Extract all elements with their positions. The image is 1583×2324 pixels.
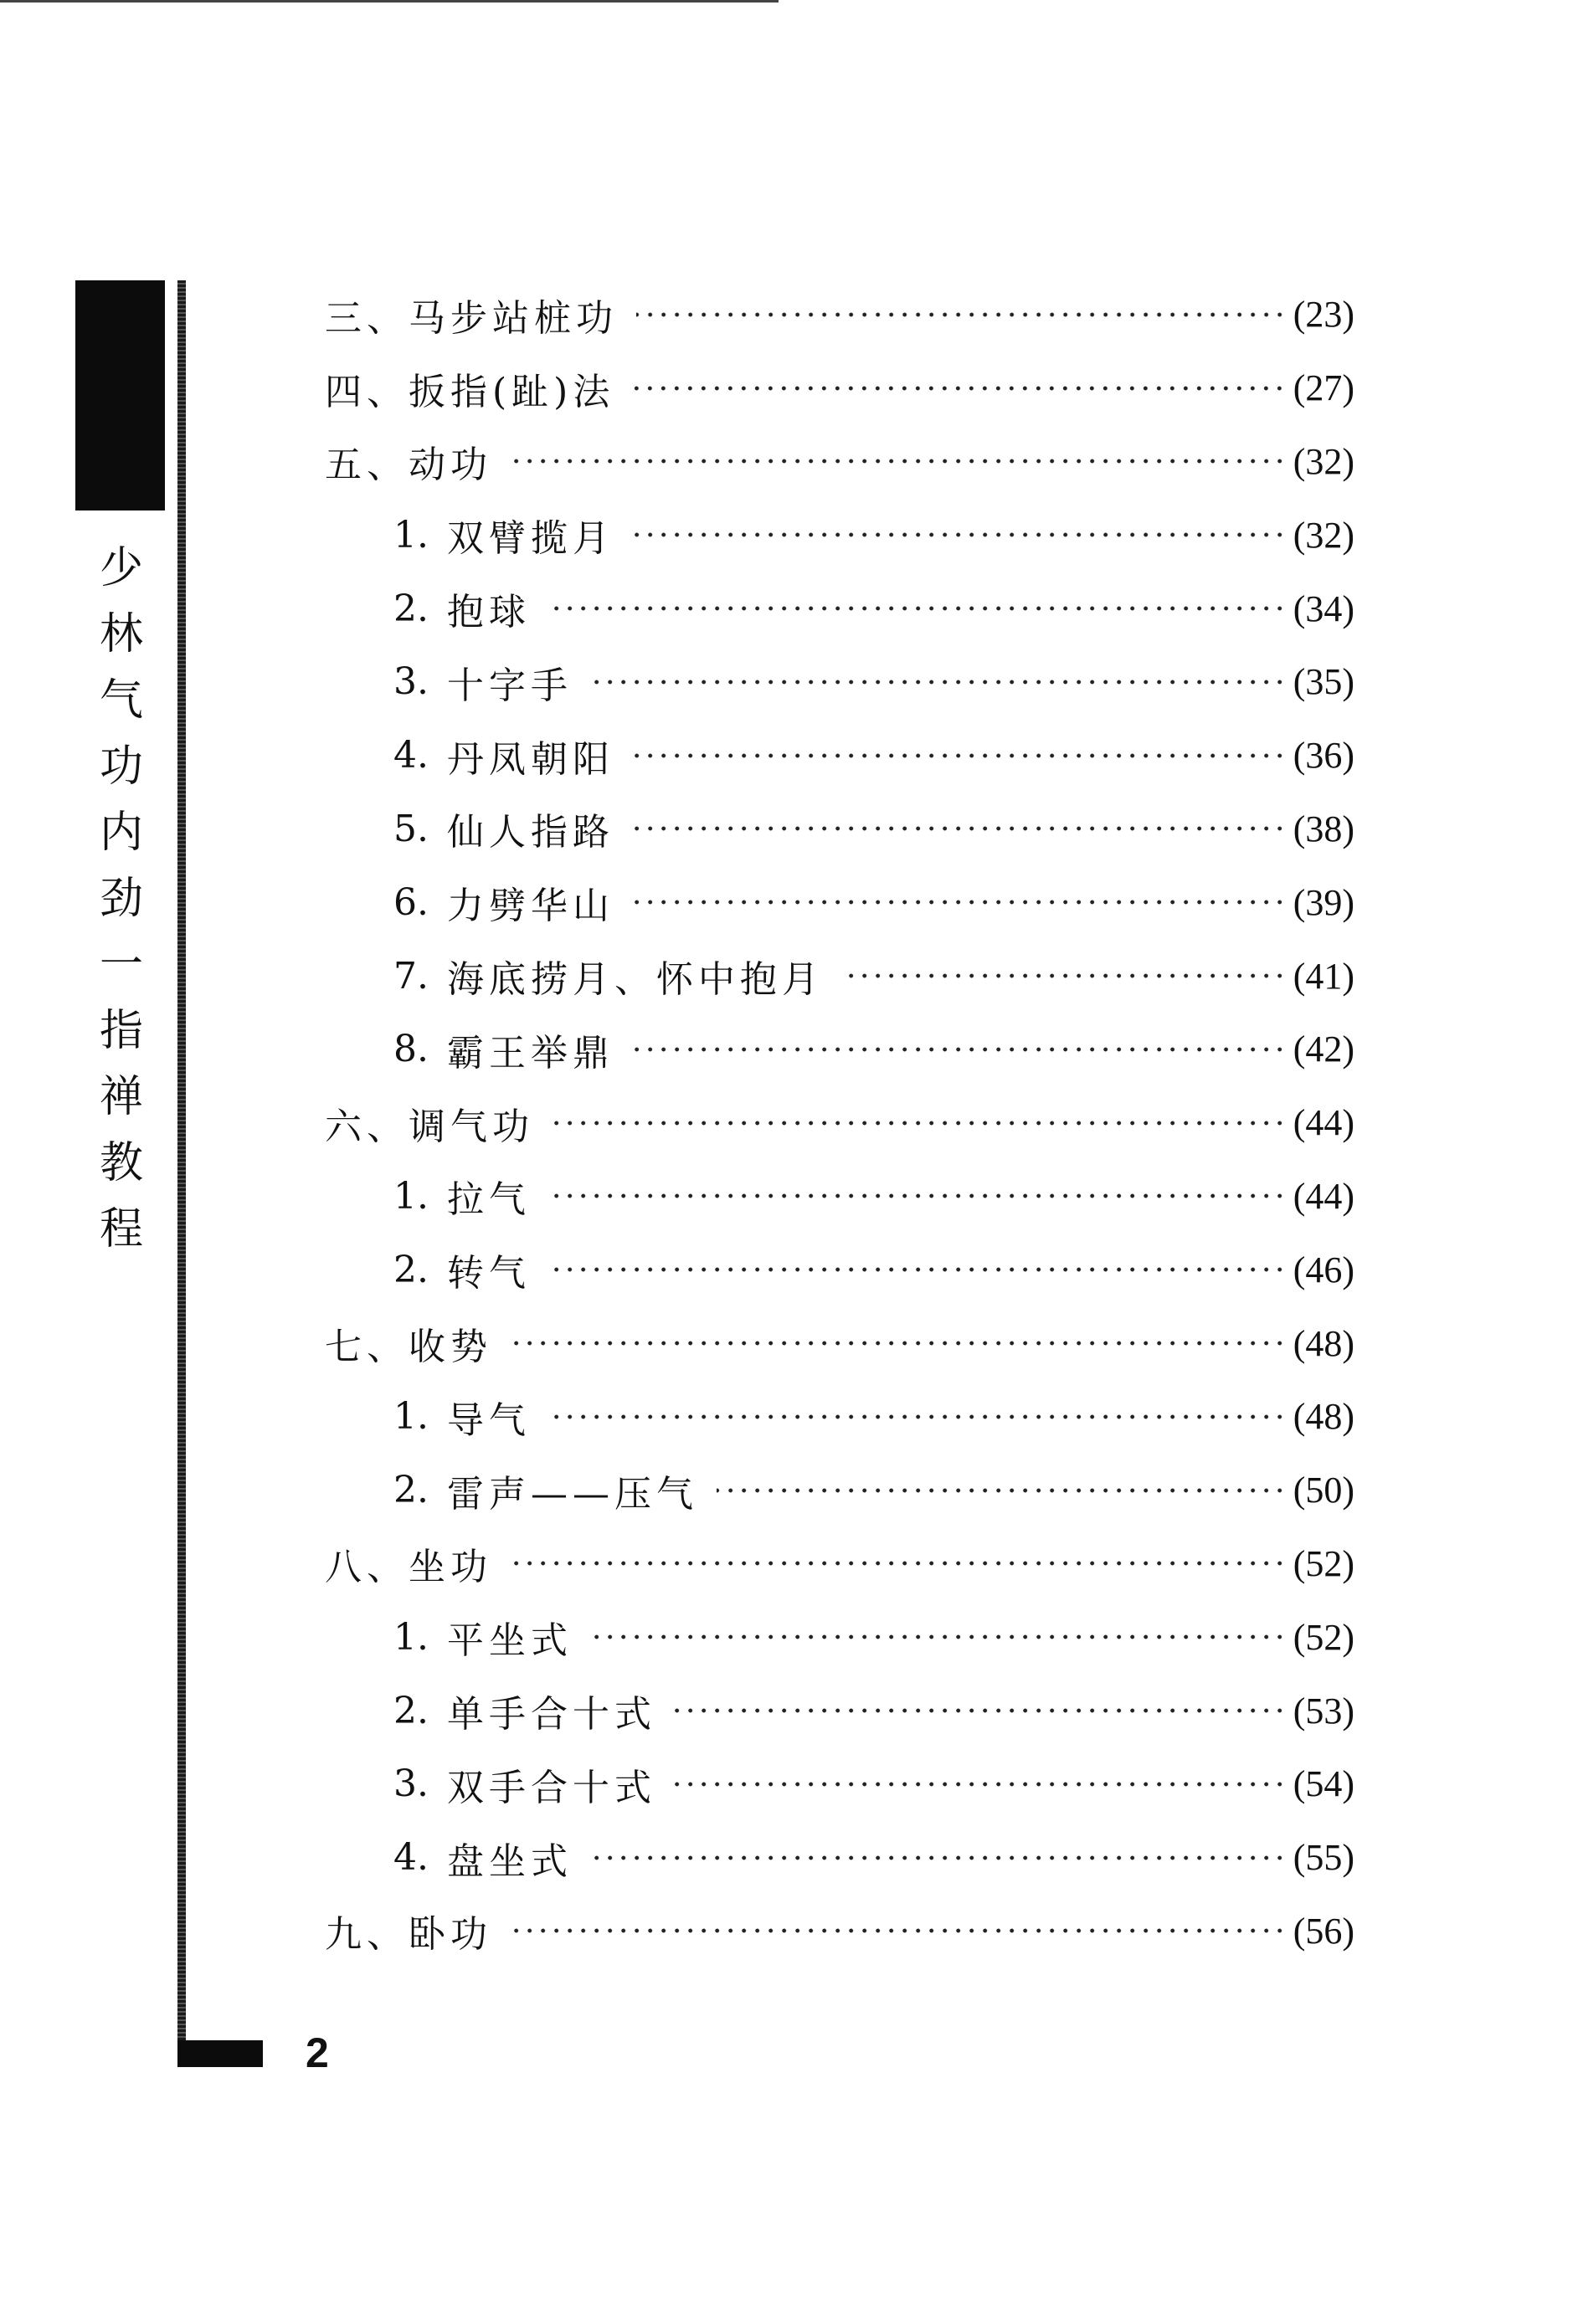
toc-entry-title: 双臂揽月	[447, 517, 614, 561]
toc-entry[interactable]	[325, 1454, 1354, 1527]
toc-entry[interactable]	[325, 572, 1354, 645]
toc-leader-dots	[633, 751, 1287, 761]
toc-leader-dots	[633, 1044, 1287, 1054]
toc-entry-number: 5.	[393, 807, 429, 850]
toc-entry-number: 7.	[393, 954, 429, 998]
side-rule	[177, 280, 186, 2067]
toc-entry[interactable]	[325, 1013, 1354, 1086]
toc-entry-title: 单手合十式	[447, 1693, 656, 1737]
toc-entry-page: (48)	[1293, 1322, 1354, 1364]
toc-leader-dots	[549, 603, 1287, 613]
toc-entry[interactable]	[325, 1747, 1354, 1821]
toc-leader-dots	[553, 1118, 1287, 1128]
toc-entry-title: 平坐式	[447, 1619, 573, 1663]
toc-entry[interactable]	[325, 498, 1354, 572]
toc-entry-page: (42)	[1293, 1029, 1354, 1070]
toc-entry[interactable]	[325, 939, 1354, 1013]
toc-entry[interactable]	[325, 1674, 1354, 1747]
toc-entry-page: (32)	[1293, 514, 1354, 556]
toc-entry[interactable]	[325, 1380, 1354, 1454]
toc-entry[interactable]	[325, 645, 1354, 719]
toc-entry[interactable]	[325, 1086, 1354, 1160]
toc-entry-page: (44)	[1293, 1175, 1354, 1217]
toc-entry-page: (48)	[1293, 1396, 1354, 1438]
toc-entry-number: 2.	[393, 1248, 429, 1291]
toc-leader-dots	[591, 1632, 1287, 1642]
top-rule	[0, 0, 779, 3]
side-tab-block	[75, 280, 165, 510]
toc-entry-page: (32)	[1293, 440, 1354, 482]
toc-entry[interactable]	[325, 1821, 1354, 1895]
toc-entry-title: 丹凤朝阳	[447, 737, 614, 781]
toc-entry-title: 抱球	[447, 591, 531, 634]
toc-entry-number: 1.	[393, 1615, 429, 1659]
toc-entry-title: 四、扳指(趾)法	[325, 370, 615, 413]
vertical-title-char: 程	[99, 1204, 143, 1254]
toc-entry-number: 3.	[393, 1762, 429, 1806]
toc-entry[interactable]	[325, 425, 1354, 499]
toc-entry-page: (52)	[1293, 1616, 1354, 1658]
vertical-title-char: 一	[99, 940, 143, 990]
toc-entry-title: 九、卧功	[325, 1913, 492, 1957]
toc-entry-title: 导气	[447, 1398, 531, 1442]
toc-entry-title: 仙人指路	[447, 811, 614, 854]
toc-leader-dots	[717, 1485, 1287, 1495]
vertical-title-char: 气	[99, 675, 143, 726]
vertical-title-char: 林	[99, 609, 143, 659]
toc-entry[interactable]	[325, 1160, 1354, 1234]
toc-entry-title: 霸王举鼎	[447, 1031, 614, 1075]
toc-entry-page: (46)	[1293, 1249, 1354, 1290]
toc-entry-title: 力劈华山	[447, 885, 614, 928]
toc-leader-dots	[511, 456, 1287, 466]
page-number: 2	[306, 2029, 329, 2076]
toc-entry[interactable]	[325, 865, 1354, 939]
table-of-contents	[325, 278, 1354, 1967]
toc-entry-number: 2.	[393, 587, 429, 630]
toc-leader-dots	[636, 310, 1287, 320]
toc-leader-dots	[549, 1265, 1287, 1275]
toc-leader-dots	[549, 1412, 1287, 1422]
toc-entry-number: 3.	[393, 660, 429, 704]
toc-entry-page: (36)	[1293, 735, 1354, 777]
toc-entry-title: 雷声——压气	[447, 1472, 698, 1516]
toc-entry-title: 盘坐式	[447, 1839, 573, 1883]
toc-entry-title: 五、动功	[325, 444, 492, 487]
toc-entry-number: 1.	[393, 1395, 429, 1439]
toc-entry-number: 8.	[393, 1028, 429, 1071]
vertical-title-char: 功	[99, 741, 143, 792]
vertical-title-char: 指	[99, 1006, 143, 1056]
toc-entry-title: 双手合十式	[447, 1766, 656, 1809]
vertical-book-title	[92, 536, 151, 1263]
toc-leader-dots	[675, 1706, 1287, 1716]
vertical-title-char: 教	[99, 1138, 143, 1188]
toc-entry-page: (23)	[1293, 294, 1354, 336]
toc-entry[interactable]	[325, 278, 1354, 351]
toc-entry-page: (38)	[1293, 808, 1354, 849]
vertical-title-char: 禅	[99, 1072, 143, 1122]
toc-entry-page: (41)	[1293, 955, 1354, 997]
vertical-title-char: 内	[99, 808, 143, 858]
toc-entry-page: (35)	[1293, 661, 1354, 703]
toc-entry[interactable]	[325, 719, 1354, 793]
toc-leader-dots	[511, 1926, 1287, 1936]
toc-entry-page: (39)	[1293, 881, 1354, 923]
toc-entry-page: (54)	[1293, 1763, 1354, 1805]
toc-leader-dots	[591, 677, 1287, 687]
toc-entry-page: (34)	[1293, 587, 1354, 629]
toc-entry-number: 1.	[393, 513, 429, 557]
toc-entry[interactable]	[325, 793, 1354, 866]
toc-entry-title: 八、坐功	[325, 1546, 492, 1589]
toc-entry-page: (55)	[1293, 1837, 1354, 1879]
page-number-bar	[177, 2040, 263, 2067]
toc-entry-page: (50)	[1293, 1470, 1354, 1511]
toc-leader-dots	[549, 1191, 1287, 1201]
toc-leader-dots	[633, 530, 1287, 540]
toc-entry-title: 海底捞月、怀中抱月	[447, 958, 824, 1002]
vertical-title-char: 劲	[99, 874, 143, 924]
toc-entry-title: 七、收势	[325, 1326, 492, 1369]
toc-entry-number: 4.	[393, 734, 429, 777]
toc-entry-page: (44)	[1293, 1102, 1354, 1144]
toc-leader-dots	[633, 823, 1287, 834]
toc-entry-number: 6.	[393, 880, 429, 924]
toc-leader-dots	[842, 971, 1287, 981]
toc-entry-title: 六、调气功	[325, 1105, 534, 1148]
toc-entry[interactable]	[325, 1306, 1354, 1380]
toc-entry-page: (52)	[1293, 1542, 1354, 1584]
toc-entry-number: 1.	[393, 1174, 429, 1218]
toc-leader-dots	[591, 1853, 1287, 1863]
toc-entry-number: 2.	[393, 1469, 429, 1512]
toc-entry-page: (53)	[1293, 1690, 1354, 1731]
vertical-title-char: 少	[99, 543, 143, 593]
toc-entry[interactable]	[325, 1600, 1354, 1674]
toc-leader-dots	[511, 1338, 1287, 1348]
toc-entry-number: 2.	[393, 1689, 429, 1732]
toc-entry-title: 十字手	[447, 664, 573, 707]
toc-entry-page: (27)	[1293, 367, 1354, 409]
toc-entry-title: 转气	[447, 1252, 531, 1295]
toc-leader-dots	[511, 1558, 1287, 1568]
toc-entry-number: 4.	[393, 1836, 429, 1880]
toc-leader-dots	[675, 1779, 1287, 1789]
toc-entry[interactable]	[325, 351, 1354, 425]
toc-entry[interactable]	[325, 1527, 1354, 1601]
toc-entry-title: 三、马步站桩功	[325, 296, 618, 340]
toc-entry[interactable]	[325, 1233, 1354, 1306]
toc-entry-page: (56)	[1293, 1910, 1354, 1952]
toc-entry[interactable]	[325, 1895, 1354, 1968]
toc-leader-dots	[633, 897, 1287, 907]
toc-leader-dots	[633, 383, 1286, 393]
toc-entry-title: 拉气	[447, 1178, 531, 1222]
